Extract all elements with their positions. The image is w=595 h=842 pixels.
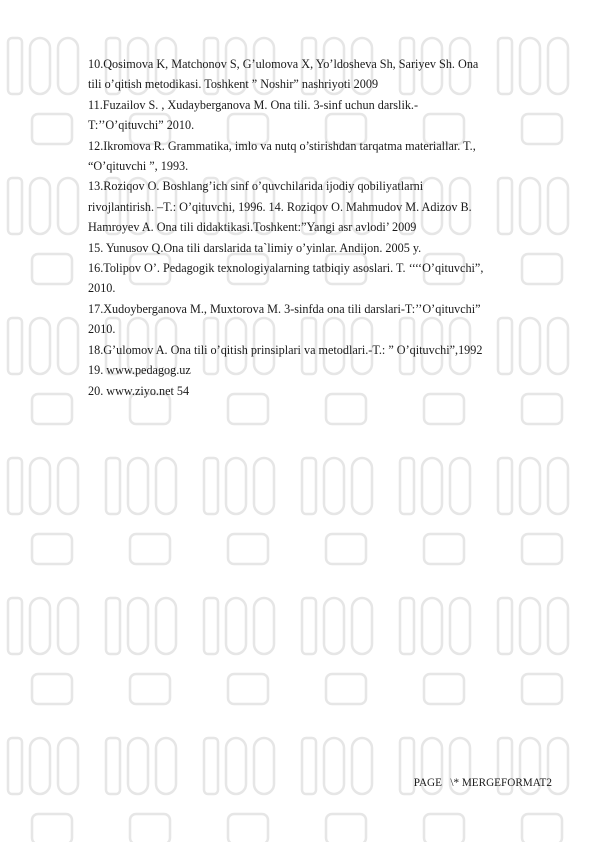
reference-line: 11.Fuzailov S. , Xudayberganova M. Ona tili. 3-sinf uchun darslik.-: [88, 97, 419, 112]
reference-line: 2010.: [88, 322, 116, 337]
reference-line: 18.G’ulomov A. Ona tili o’qitish prinsiplari va metodlari.-T.: ” O’qituvchi”,1992: [88, 342, 483, 357]
watermark-glyph: [106, 598, 176, 704]
reference-line: Hamroyev A. Ona tili didaktikasi.Toshkent:”Yangi asr avlodi’ 2009: [88, 220, 417, 235]
watermark-glyph: [400, 458, 470, 564]
watermark-glyph: [204, 738, 274, 842]
watermark-glyph: [400, 598, 470, 704]
watermark-glyph: [8, 738, 78, 842]
watermark-glyph: [498, 598, 568, 704]
watermark-glyph: [8, 598, 78, 704]
reference-line: 17.Xudoyberganova M., Muxtorova M. 3-sinfda ona tili darslari-T:’’O’qituvchi”: [88, 301, 481, 316]
reference-list: [88, 54, 553, 401]
reference-line: 20. www.ziyo.net 54: [88, 383, 190, 398]
reference-line: rivojlantirish. –T.: O’qituvchi, 1996. 14. Roziqov O. Mahmudov M. Adizov B.: [88, 199, 472, 214]
watermark-glyph: [106, 738, 176, 842]
watermark-glyph: [204, 598, 274, 704]
watermark-glyph: [498, 458, 568, 564]
watermark-glyph: [8, 178, 78, 284]
reference-line: 15. Yunusov Q.Ona tili darslarida ta`limiy o’yinlar. Andijon. 2005 y.: [88, 240, 422, 255]
reference-line: 13.Roziqov O. Boshlang’ich sinf o’quvchilarida ijodiy qobiliyatlarni: [88, 179, 424, 194]
watermark-glyph: [8, 458, 78, 564]
reference-line: 10.Qosimova K, Matchonov S, G’ulomova X, Yo’ldosheva Sh, Sariyev Sh. Ona: [88, 57, 479, 71]
watermark-glyph: [302, 738, 372, 842]
reference-line: tili o’qitish metodikasi. Toshkent ” Noshir” nashriyoti 2009: [88, 77, 379, 92]
watermark-glyph: [400, 738, 470, 842]
reference-line: “O’qituvchi ”, 1993.: [88, 159, 189, 174]
watermark-glyph: [302, 598, 372, 704]
watermark-glyph: [204, 458, 274, 564]
watermark-glyph: [302, 458, 372, 564]
watermark-glyph: [8, 318, 78, 424]
reference-line: T:’’O’qituvchi” 2010.: [88, 118, 195, 133]
reference-line: 16.Tolipov O’. Pedagogik texnologiyalarning tatbiqiy asoslari. T. ‘‘‘‘O’qituvchi”,: [88, 261, 484, 276]
reference-line: 19. www.pedagog.uz: [88, 363, 191, 378]
watermark-glyph: [8, 38, 78, 144]
watermark-glyph: [498, 738, 568, 842]
page-footer: PAGE \* MERGEFORMAT2: [413, 777, 552, 789]
watermark-glyph: [106, 458, 176, 564]
reference-line: 12.Ikromova R. Grammatika, imlo va nutq o’stirishdan tarqatma materiallar. T.,: [88, 138, 476, 153]
reference-line: 2010.: [88, 281, 116, 296]
